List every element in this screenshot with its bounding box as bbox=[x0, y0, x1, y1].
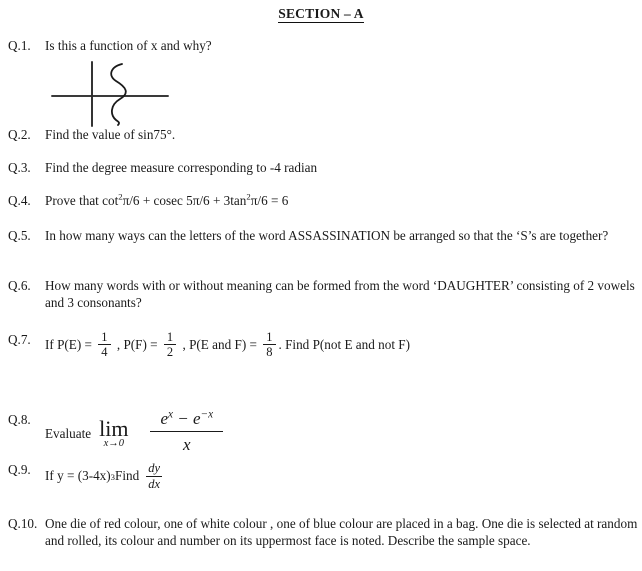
question-text-4 bbox=[45, 193, 600, 210]
graph-axes-with-s-curve-icon bbox=[50, 60, 180, 128]
q8-num-operator: − bbox=[173, 409, 193, 428]
question-item-4 bbox=[0, 193, 600, 210]
q7-fraction-1-denominator: 4 bbox=[98, 344, 110, 359]
question-text-10: One die of red colour, one of white colour , one of blue colour are placed in a bag. One die is selected at random and rolled, its colour and number on its uppermost face is noted. Describe the sample space. bbox=[45, 516, 638, 548]
q9-middle: Find bbox=[115, 468, 140, 484]
q8-evaluate-label: Evaluate bbox=[45, 425, 92, 441]
q7-fraction-1 bbox=[98, 331, 110, 359]
q7-part-1: If P(E) = bbox=[45, 337, 96, 353]
question-number-2: Q.2. bbox=[8, 127, 31, 142]
q1-graph-figure bbox=[50, 60, 180, 128]
question-text-3: Find the degree measure corresponding to -4 radian bbox=[45, 160, 318, 175]
s-curve-path bbox=[111, 64, 126, 125]
q9-derivative-fraction bbox=[146, 462, 162, 491]
q7-fraction-2 bbox=[164, 331, 176, 359]
question-text-9 bbox=[45, 462, 600, 491]
q9-prefix: If y = (3-4x) bbox=[45, 468, 111, 484]
q4-suffix: π/6 = 6 bbox=[250, 193, 289, 208]
question-item-8 bbox=[0, 408, 600, 456]
question-number-10: Q.10. bbox=[8, 516, 38, 531]
q8-expression-row bbox=[45, 408, 600, 456]
question-text-5: In how many ways can the letters of the word ASSASSINATION be arranged so that the ‘S’s are together? bbox=[45, 228, 609, 243]
question-text-6: How many words with or without meaning can be formed from the word ‘DAUGHTER’ consisting of 2 vowels and 3 consonants? bbox=[45, 278, 635, 310]
q7-fraction-3-denominator: 8 bbox=[263, 344, 275, 359]
q7-fraction-2-denominator: 2 bbox=[164, 344, 176, 359]
question-text-1: Is this a function of x and why? bbox=[45, 38, 212, 53]
q7-part-2: , P(F) = bbox=[113, 337, 161, 353]
q8-limit-subscript: x→0 bbox=[103, 437, 125, 449]
q7-fraction-2-numerator: 1 bbox=[166, 330, 174, 344]
q7-part-3: , P(E and F) = bbox=[179, 337, 261, 353]
q8-limit-main: lim bbox=[99, 415, 129, 441]
page-title bbox=[0, 6, 642, 22]
question-number-3: Q.3. bbox=[8, 160, 31, 175]
q8-fraction-numerator bbox=[150, 408, 223, 431]
question-item-1 bbox=[0, 38, 600, 55]
question-number-9: Q.9. bbox=[8, 462, 31, 477]
q7-part-4: . Find P(not E and not F) bbox=[278, 337, 411, 353]
q8-num-sup-2: −x bbox=[200, 408, 214, 421]
question-item-2 bbox=[0, 127, 600, 144]
question-number-1: Q.1. bbox=[8, 38, 31, 53]
q7-fraction-3-numerator: 1 bbox=[266, 330, 273, 344]
question-text-7 bbox=[45, 332, 600, 360]
q4-prefix: Prove that cot bbox=[45, 193, 119, 208]
q8-num-sup-1: x bbox=[168, 408, 174, 421]
question-item-10 bbox=[0, 516, 642, 549]
question-number-7: Q.7. bbox=[8, 332, 31, 347]
q9-fraction-numerator: dy bbox=[148, 461, 161, 475]
question-number-4: Q.4. bbox=[8, 193, 31, 208]
question-item-9 bbox=[0, 462, 600, 491]
question-text-8 bbox=[45, 408, 600, 456]
q4-exponent-1: 2 bbox=[118, 191, 123, 202]
q8-fraction-denominator: x bbox=[150, 431, 223, 456]
q8-num-base-1: e bbox=[160, 409, 169, 428]
q9-expression-row: If y = (3-4x) 3 Find $\frac{dy}{dx}$ bbox=[45, 461, 161, 491]
question-number-5: Q.5. bbox=[8, 228, 31, 243]
question-item-7 bbox=[0, 332, 600, 360]
q8-fraction bbox=[150, 408, 223, 456]
section-header-text: SECTION – A bbox=[278, 6, 364, 21]
q8-limit-operator bbox=[99, 415, 129, 449]
q7-fraction-1-numerator: 1 bbox=[101, 330, 108, 344]
question-number-6: Q.6. bbox=[8, 278, 31, 293]
question-number-8: Q.8. bbox=[8, 412, 31, 427]
q8-num-base-2: e bbox=[193, 409, 201, 428]
question-text-2: Find the value of sin75°. bbox=[45, 127, 176, 142]
q7-fraction-3 bbox=[263, 331, 275, 359]
question-item-5 bbox=[0, 228, 642, 245]
question-item-6 bbox=[0, 278, 642, 311]
question-item-3 bbox=[0, 160, 600, 177]
q9-fraction-denominator: dx bbox=[148, 476, 161, 491]
q4-exponent-2: 2 bbox=[246, 191, 251, 202]
q4-middle: π/6 + cosec 5π/6 + 3tan bbox=[122, 193, 247, 208]
